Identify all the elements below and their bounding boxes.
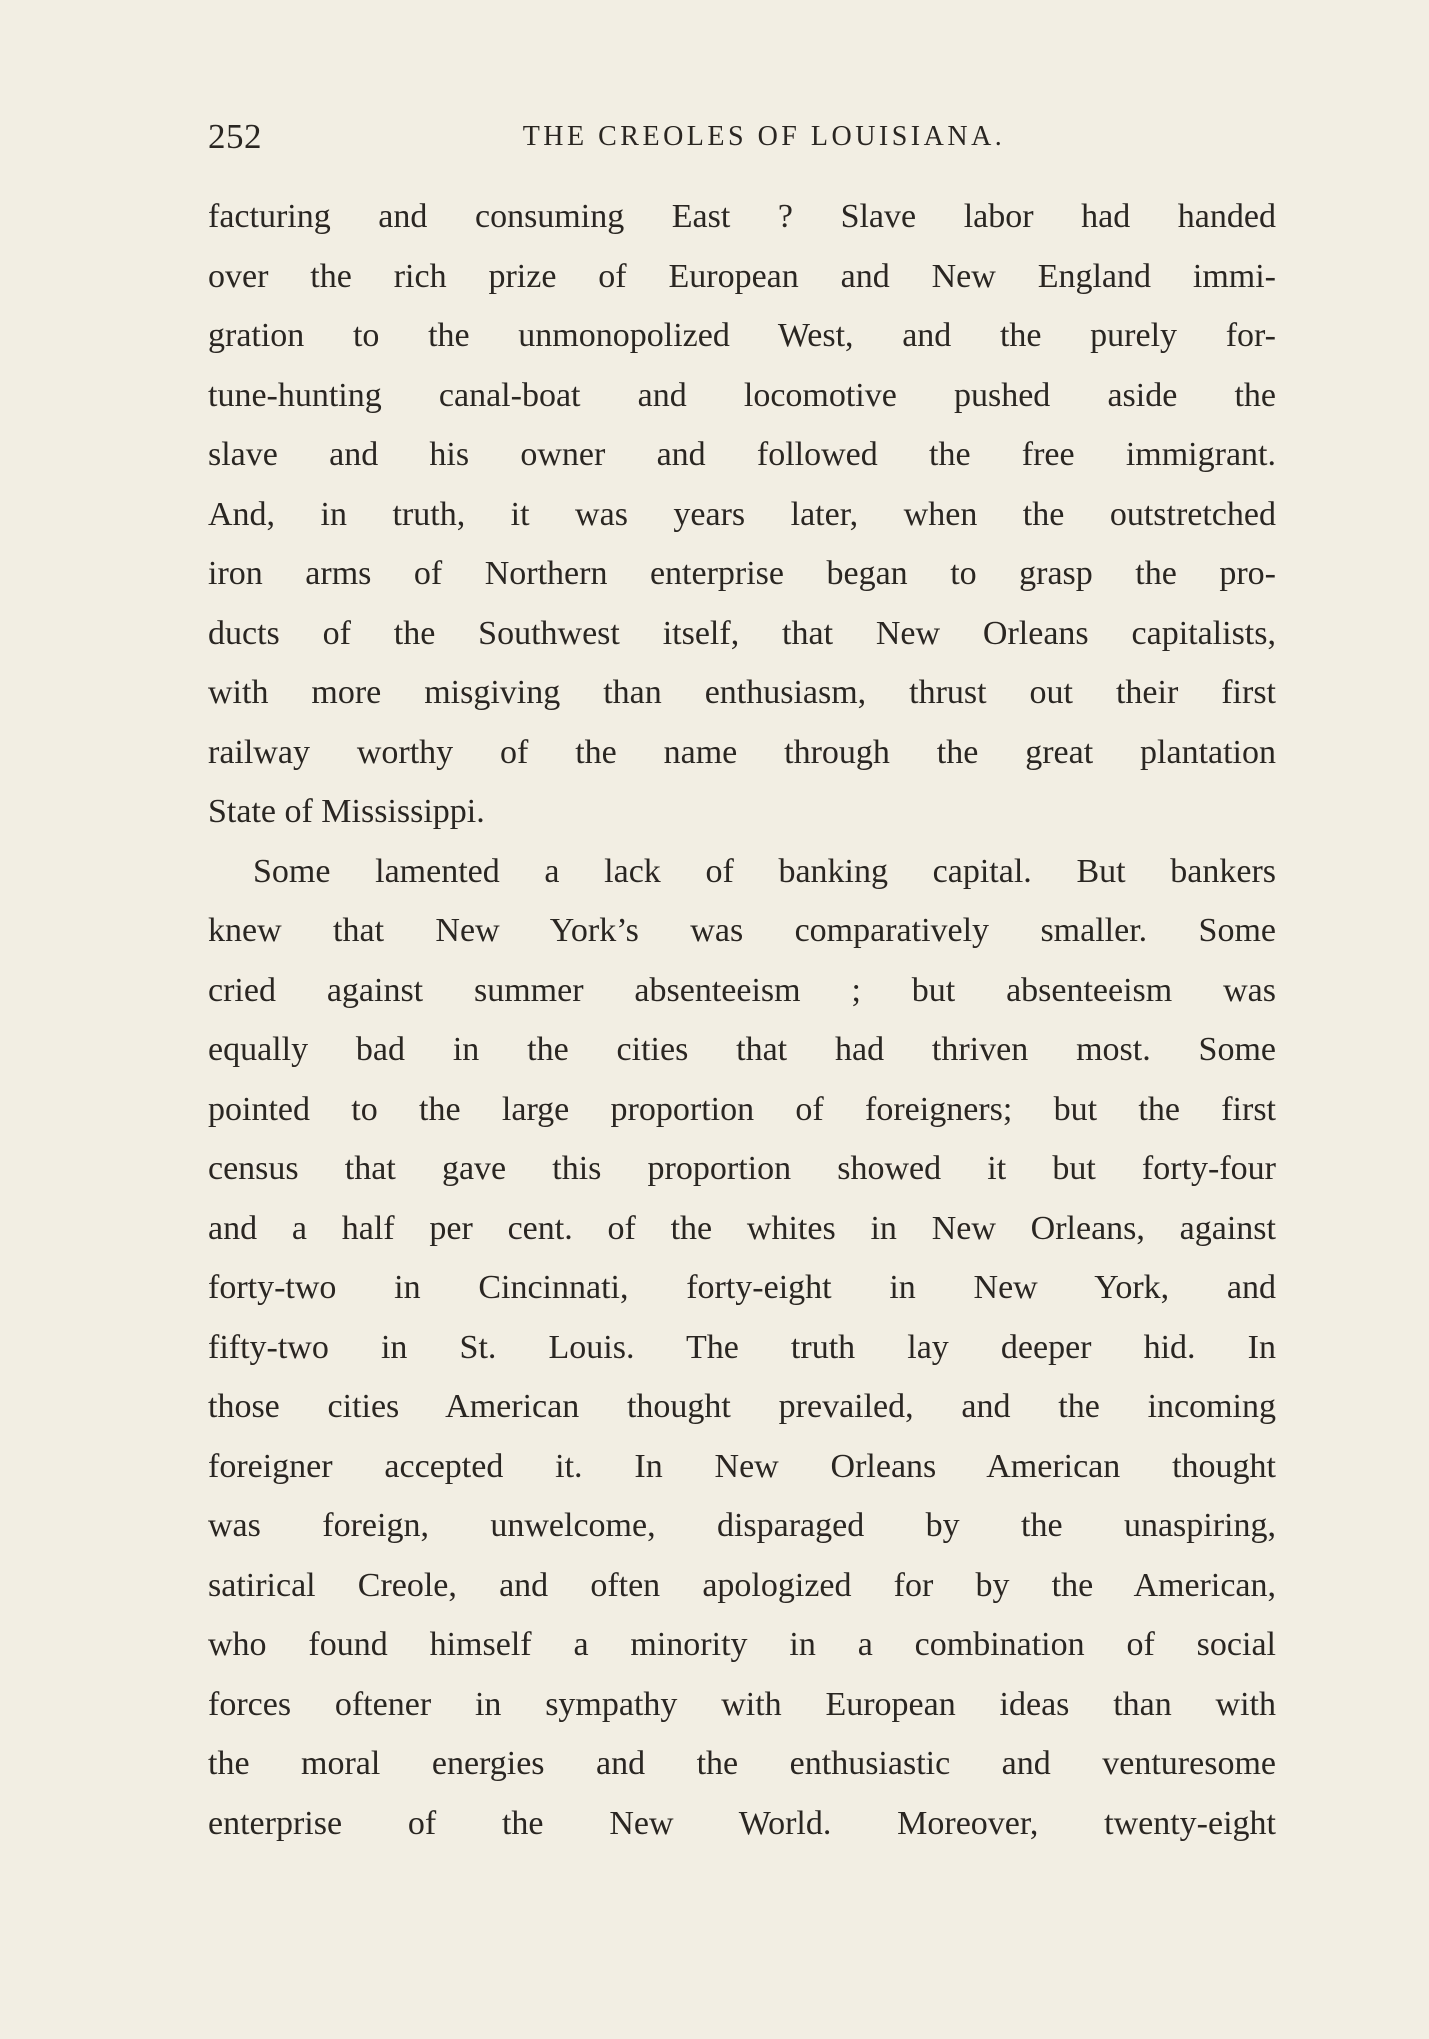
text-line: enterprise of the New World. Moreover, twenty-eight <box>208 1804 1276 1842</box>
paragraph <box>208 842 1276 1854</box>
running-head <box>208 112 1280 162</box>
text-line: tune-hunting canal-boat and locomotive pushed aside the <box>208 376 1276 414</box>
text-line: with more misgiving than enthusiasm, thrust out their first <box>208 674 1276 711</box>
text-line: census that gave this proportion showed it but forty-four <box>208 1150 1276 1187</box>
text-line: And, in truth, it was years later, when the outstretched <box>208 495 1276 533</box>
text-line: ducts of the Southwest itself, that New Orleans capitalists, <box>208 614 1276 652</box>
text-line: slave and his owner and followed the free immigrant. <box>208 436 1276 473</box>
text-line: and a half per cent. of the whites in New Orleans, against <box>208 1209 1276 1247</box>
text-line: was foreign, unwelcome, disparaged by the unaspiring, <box>208 1507 1276 1544</box>
text-line: railway worthy of the name through the great plantation <box>208 733 1276 771</box>
text-line: the moral energies and the enthusiastic and venturesome <box>208 1745 1276 1782</box>
text-line: knew that New York’s was comparatively smaller. Some <box>208 912 1276 949</box>
text-line: forty-two in Cincinnati, forty-eight in New York, and <box>208 1269 1276 1306</box>
text-line: equally bad in the cities that had thriven most. Some <box>208 1031 1276 1068</box>
running-title: THE CREOLES OF LOUISIANA. <box>522 121 1006 152</box>
text-line: facturing and consuming East ? Slave labor had handed <box>208 198 1276 235</box>
text-line: over the rich prize of European and New England immi- <box>208 257 1276 295</box>
text-line: Some lamented a lack of banking capital. But bankers <box>253 852 1276 890</box>
text-line: fifty-two in St. Louis. The truth lay deeper hid. In <box>208 1328 1276 1366</box>
text-line: pointed to the large proportion of foreigners; but the first <box>208 1090 1276 1128</box>
text-line: State of Mississippi. <box>208 793 485 830</box>
text-line: forces oftener in sympathy with European ideas than with <box>208 1685 1276 1723</box>
text-line: those cities American thought prevailed, and the incoming <box>208 1388 1276 1425</box>
text-line: who found himself a minority in a combination of social <box>208 1626 1276 1663</box>
text-line: gration to the unmonopolized West, and the purely for- <box>208 317 1276 354</box>
page-number: 252 <box>208 117 262 156</box>
text-line: iron arms of Northern enterprise began to grasp the pro- <box>208 555 1276 592</box>
paragraph <box>208 187 1276 842</box>
body-text <box>208 187 1276 1853</box>
text-line: foreigner accepted it. In New Orleans American thought <box>208 1447 1276 1485</box>
text-line: satirical Creole, and often apologized for by the American, <box>208 1566 1276 1604</box>
text-line: cried against summer absenteeism ; but absenteeism was <box>208 971 1276 1009</box>
